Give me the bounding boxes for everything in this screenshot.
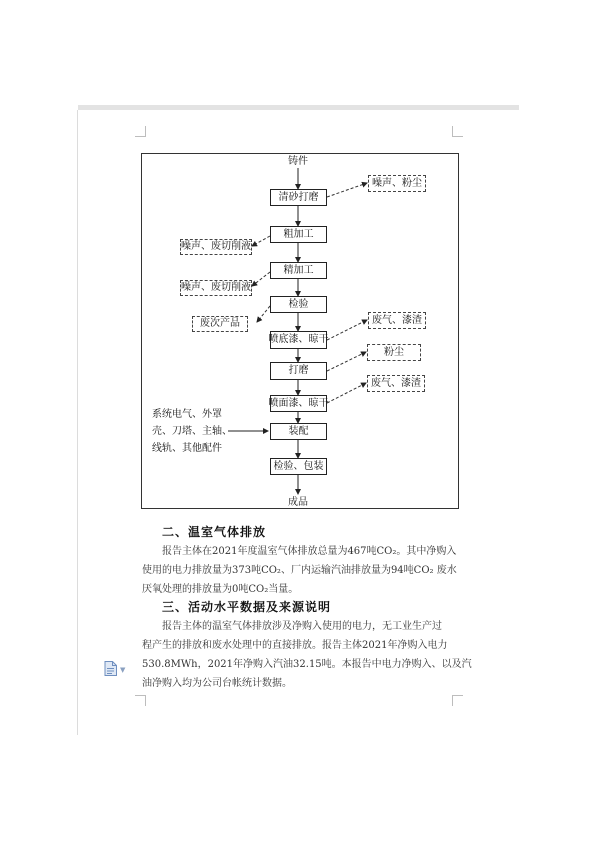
flow-byproduct-exhaust-paint-residue: 废气、漆渣 (367, 375, 425, 392)
flow-byproduct-noise-coolant: 噪声、废切削液 (180, 280, 252, 296)
flow-step-polishing: 打磨 (270, 362, 327, 380)
flow-byproduct-dust: 粉尘 (367, 344, 421, 361)
flow-byproduct-defective-products: 废次产品 (192, 316, 248, 332)
section-paragraph-line: 530.8MWh，2021年净购入汽油32.15吨。本报告中电力净购入、以及汽 (142, 659, 472, 670)
document-icon[interactable] (104, 661, 117, 676)
assembly-parts-line: 线轨、其他配件 (152, 443, 222, 454)
flow-byproduct-noise-dust: 噪声、粉尘 (368, 175, 426, 192)
section-paragraph-line: 报告主体的温室气体排放涉及净购入使用的电力，无工业生产过 (162, 621, 442, 632)
chevron-down-icon[interactable]: ▼ (120, 666, 126, 674)
flow-step-inspection-packaging: 检验、包装 (270, 458, 327, 475)
section-paragraph-line: 使用的电力排放量为373吨CO₂、厂内运输汽油排放量为94吨CO₂ 废水 (142, 565, 457, 576)
flow-step-topcoat-spray: 喷面漆、晾干 (270, 395, 327, 412)
flow-step-inspection: 检验 (270, 296, 327, 313)
flow-step-sand-grinding: 清砂打磨 (270, 189, 327, 206)
section-heading-activity-data: 三、活动水平数据及来源说明 (162, 600, 332, 614)
section-heading-ghg-emissions: 二、温室气体排放 (162, 525, 267, 539)
flow-step-finish-machining: 精加工 (270, 262, 327, 279)
section-paragraph-line: 厌氧处理的排放量为0吨CO₂当量。 (142, 584, 299, 595)
flow-assembly-parts-input (152, 406, 234, 458)
section-paragraph-line: 油净购入均为公司台帐统计数据。 (142, 678, 292, 689)
flow-step-rough-machining: 粗加工 (270, 226, 327, 243)
flow-step-primer-spray: 喷底漆、晾干 (270, 331, 327, 349)
section-paragraph-line: 程产生的排放和废水处理中的直接排放。报告主体2021年净购入电力 (142, 640, 448, 651)
section-paragraph-line: 报告主体在2021年度温室气体排放总量为467吨CO₂。其中净购入 (162, 546, 457, 557)
flow-output-label: 成品 (288, 497, 308, 508)
assembly-parts-line: 壳、刀塔、主轴、 (152, 426, 232, 437)
flow-byproduct-noise-coolant: 噪声、废切削液 (180, 239, 252, 255)
flow-step-assembly: 装配 (270, 423, 327, 440)
flow-byproduct-exhaust-paint-residue: 废气、漆渣 (368, 312, 426, 329)
flow-input-label: 铸件 (288, 156, 308, 167)
assembly-parts-line: 系统电气、外罩 (152, 409, 222, 420)
